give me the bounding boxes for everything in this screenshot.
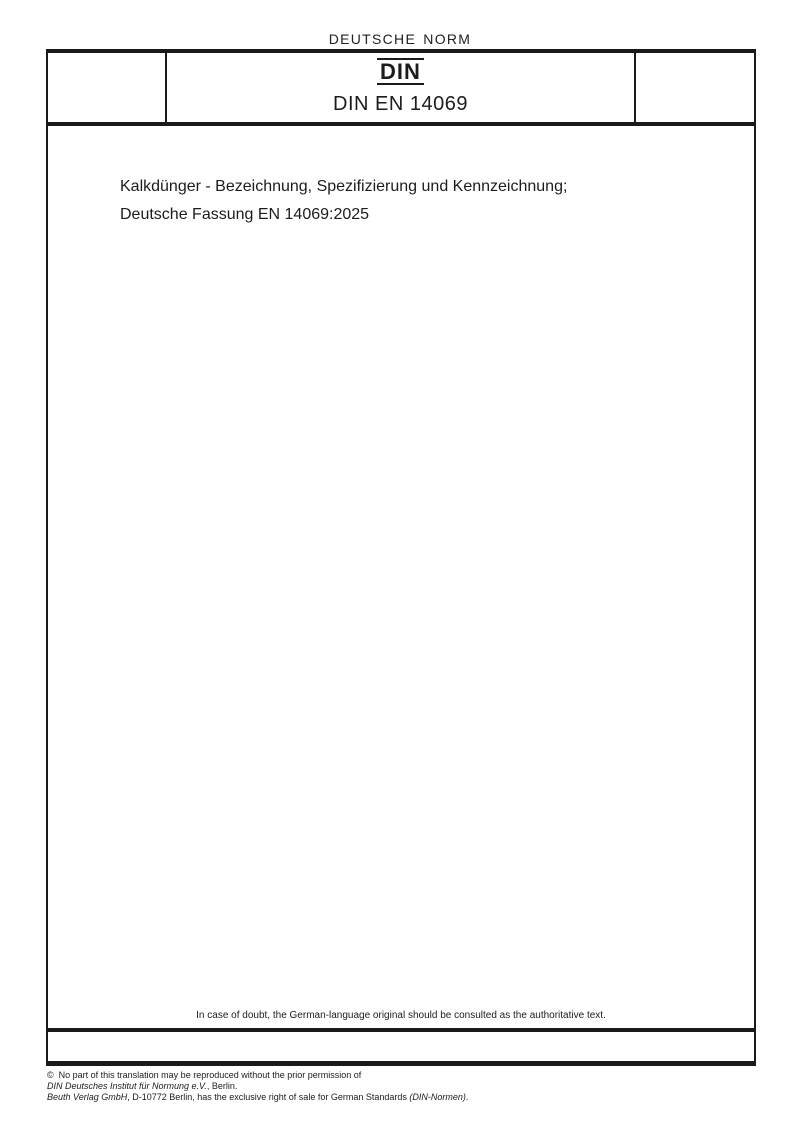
document-kicker: DEUTSCHE NORM <box>328 31 472 47</box>
footer-frame <box>46 1030 756 1066</box>
institute-location: , Berlin. <box>206 1081 238 1091</box>
document-title <box>120 173 567 229</box>
title-line-2: Deutsche Fassung EN 14069:2025 <box>120 206 370 223</box>
masthead-left-cell <box>48 53 167 122</box>
institute-line <box>47 1081 607 1092</box>
institute-name: DIN Deutsches Institut für Normung e.V. <box>47 1081 207 1091</box>
masthead-center-cell <box>167 53 634 122</box>
content-frame <box>46 124 756 1030</box>
publisher-line-end: . <box>465 1092 469 1102</box>
publisher-rights-text: , D-10772 Berlin, has the exclusive right of sale for German Standards <box>127 1092 410 1102</box>
copyright-line: © No part of this translation may be reproduced without the prior permission of <box>47 1070 362 1080</box>
din-logo: DIN <box>377 58 424 85</box>
publisher-line <box>47 1092 607 1103</box>
publisher-name: Beuth Verlag GmbH <box>47 1092 128 1102</box>
copyright-footer <box>47 1070 607 1103</box>
masthead <box>46 49 756 124</box>
standard-designation: DIN EN 14069 <box>333 93 468 115</box>
authoritative-note: In case of doubt, the German-language original should be consulted as the authoritative text. <box>196 1010 606 1021</box>
din-normen-label: (DIN-Normen) <box>409 1092 466 1102</box>
title-line-1: Kalkdünger - Bezeichnung, Spezifizierung und Kennzeichnung; <box>120 178 568 195</box>
masthead-right-cell <box>634 53 754 122</box>
